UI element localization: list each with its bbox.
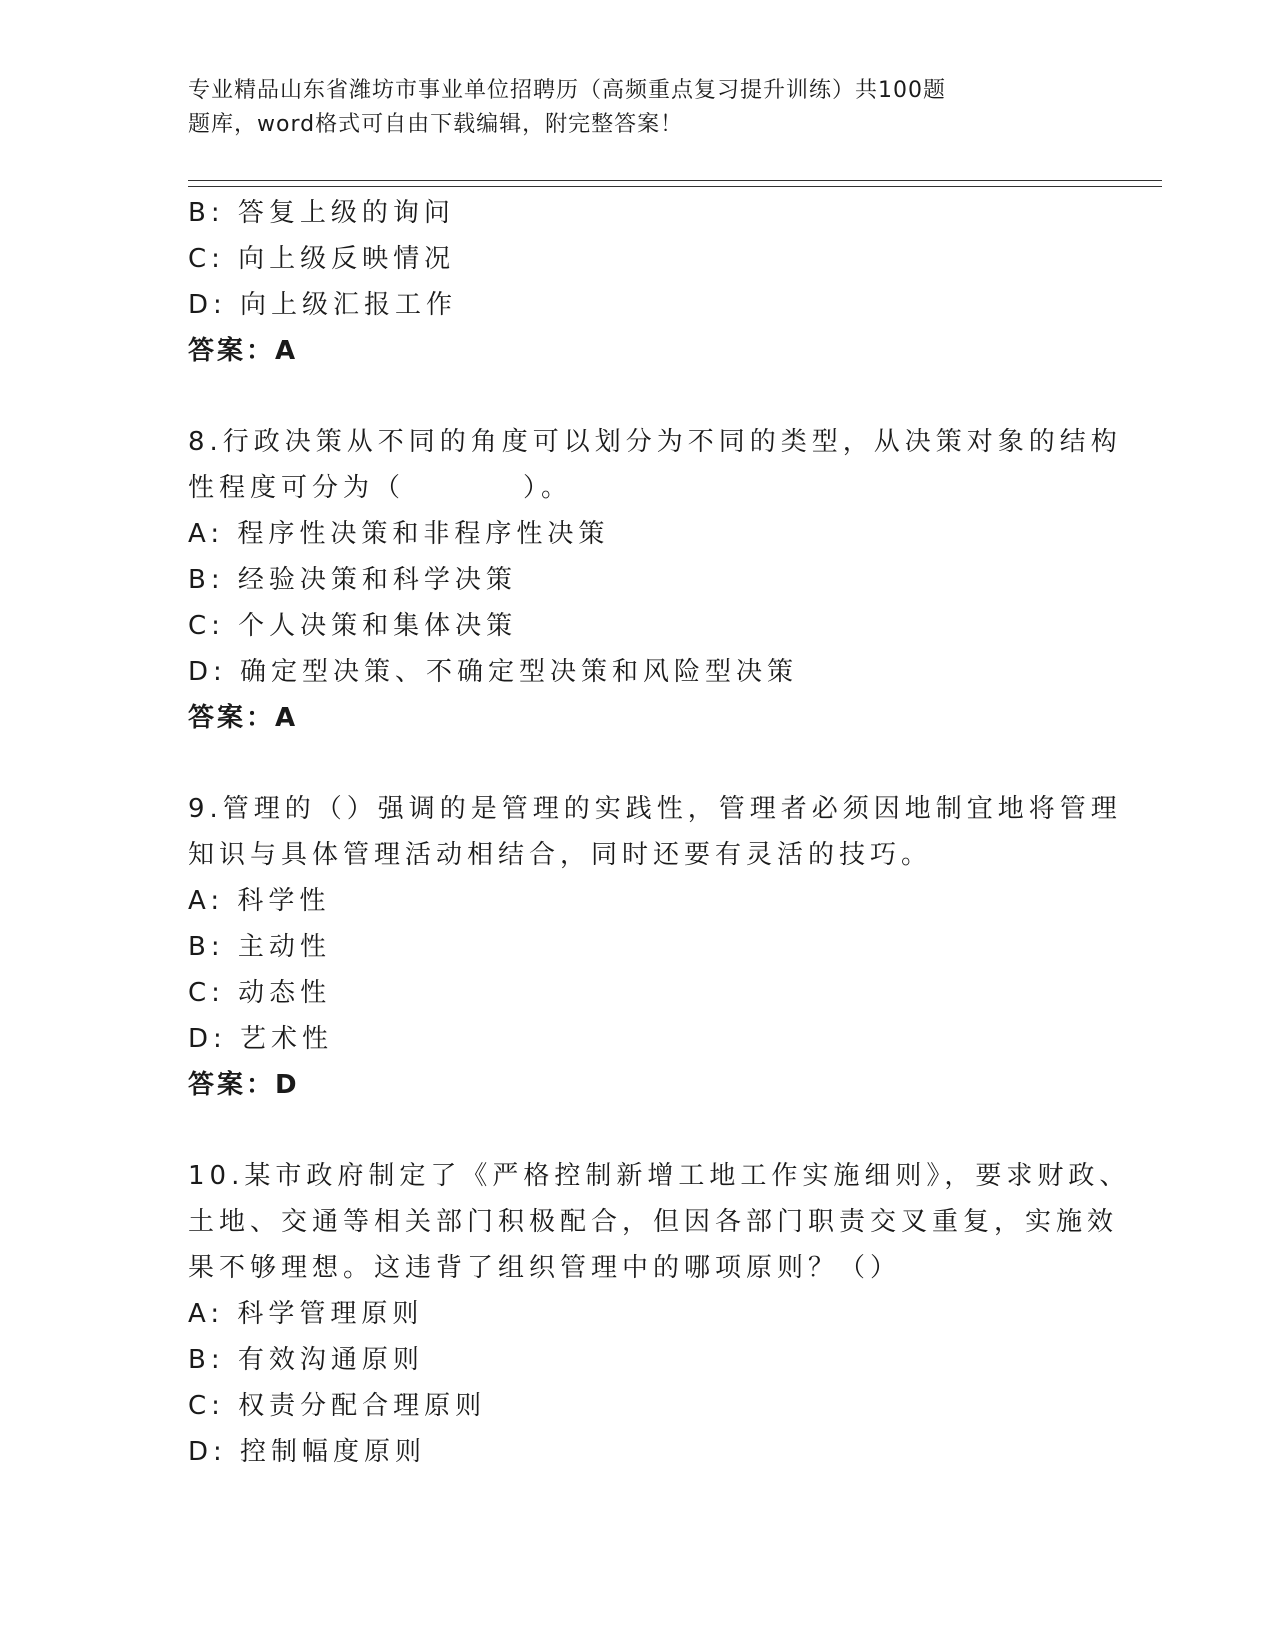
option-d: D: 向上级汇报工作 — [188, 290, 458, 320]
prev-question-block — [188, 190, 1088, 374]
option-c: C: 个人决策和集体决策 — [188, 611, 518, 641]
header-title-line2: 题库，word格式可自由下载编辑，附完整答案！ — [188, 112, 684, 137]
stem-line: 9.管理的（）强调的是管理的实践性，管理者必须因地制宜地将管理 — [188, 794, 1122, 824]
stem-line: 知识与具体管理活动相结合，同时还要有灵活的技巧。 — [188, 840, 933, 870]
stem-text: ）。 — [523, 473, 573, 503]
page-header — [188, 74, 1028, 142]
stem-line — [188, 465, 1088, 511]
question-stem — [188, 786, 1122, 878]
option-b: B: 主动性 — [188, 932, 331, 962]
option-c: C: 权责分配合理原则 — [188, 1391, 487, 1421]
option-c: C: 动态性 — [188, 978, 332, 1008]
option-d: D: 控制幅度原则 — [188, 1437, 427, 1467]
question-8 — [188, 419, 1122, 741]
option-b: B: 有效沟通原则 — [188, 1345, 424, 1375]
option-b: B: 答复上级的询问 — [188, 198, 455, 228]
stem-line: 8.行政决策从不同的角度可以划分为不同的类型，从决策对象的结构 — [188, 427, 1122, 457]
question-stem — [188, 419, 1122, 511]
stem-text: 性程度可分为（ — [188, 473, 406, 503]
option-a: A: 程序性决策和非程序性决策 — [188, 519, 610, 549]
option-a: A: 科学性 — [188, 886, 331, 916]
header-title-line1: 专业精品山东省潍坊市事业单位招聘历（高频重点复习提升训练）共100题 — [188, 78, 946, 103]
option-b: B: 经验决策和科学决策 — [188, 565, 517, 595]
question-9 — [188, 786, 1122, 1108]
option-d: D: 艺术性 — [188, 1024, 334, 1054]
option-d: D: 确定型决策、不确定型决策和风险型决策 — [188, 657, 799, 687]
stem-line: 土地、交通等相关部门积极配合，但因各部门职责交叉重复，实施效 — [188, 1207, 1119, 1237]
option-a: A: 科学管理原则 — [188, 1299, 424, 1329]
option-c: C: 向上级反映情况 — [188, 244, 456, 274]
question-stem — [188, 1153, 1131, 1291]
stem-line: 果不够理想。这违背了组织管理中的哪项原则？（） — [188, 1253, 902, 1283]
answer-line: 答案：A — [188, 703, 299, 733]
answer-line: 答案：A — [188, 336, 299, 366]
question-content — [188, 190, 1131, 1475]
answer-line: 答案：D — [188, 1070, 300, 1100]
header-divider — [188, 180, 1162, 187]
stem-line: 10.某市政府制定了《严格控制新增工地工作实施细则》，要求财政、 — [188, 1161, 1131, 1191]
question-10 — [188, 1153, 1131, 1475]
